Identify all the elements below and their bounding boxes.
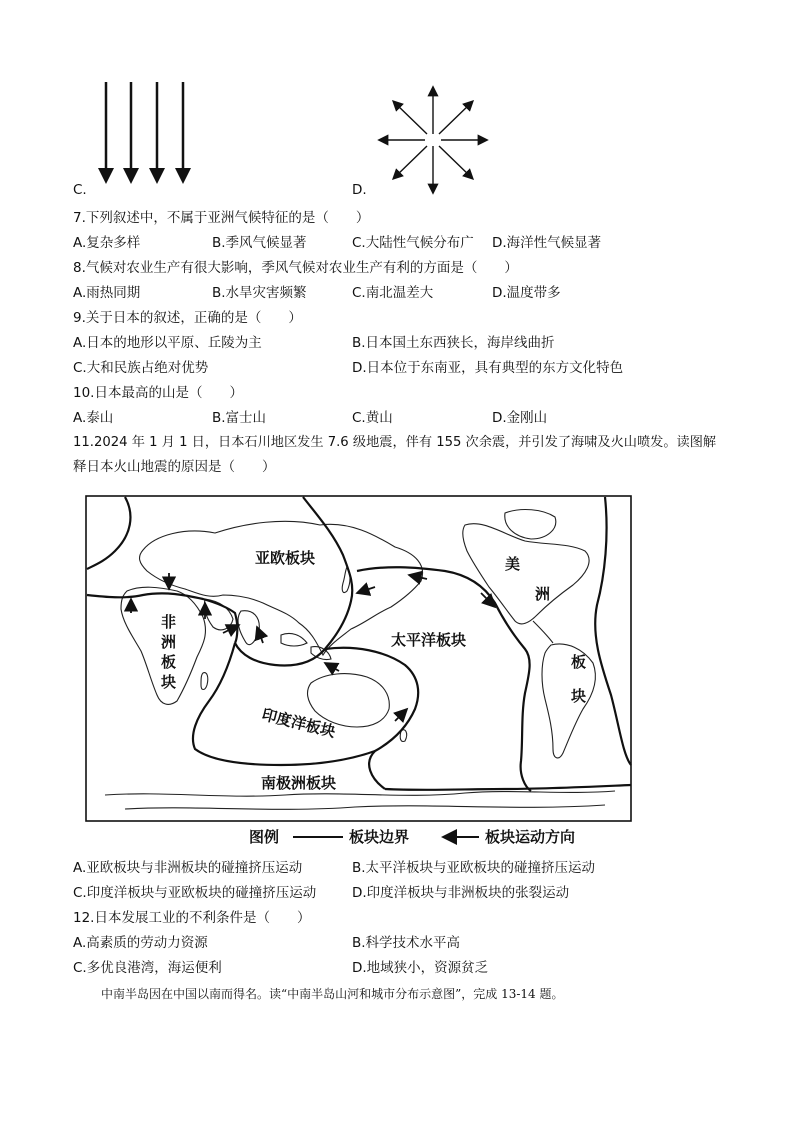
q11-option-a[interactable]: A.亚欧板块与非洲板块的碰撞挤压运动 (73, 860, 303, 876)
q10-option-c[interactable]: C.黄山 (352, 410, 393, 426)
q9-option-c[interactable]: C.大和民族占绝对优势 (73, 360, 209, 376)
q10-stem: 10.日本最高的山是（ ） (73, 385, 243, 401)
label-african-plate-1: 非 (161, 613, 177, 631)
q8-option-c[interactable]: C.南北温差大 (352, 285, 434, 301)
figure-c-downward-arrows (92, 80, 202, 190)
label-pacific-plate: 太平洋板块 (391, 631, 467, 649)
q11-stem-line2: 释日本火山地震的原因是（ ） (73, 459, 276, 475)
q8-option-a[interactable]: A.雨热同期 (73, 285, 141, 301)
q7-option-a[interactable]: A.复杂多样 (73, 235, 141, 251)
q9-stem: 9.关于日本的叙述，正确的是（ ） (73, 310, 302, 326)
figure-c-label: C. (73, 182, 87, 198)
legend-motion-text: 板块运动方向 (485, 828, 576, 846)
q7-option-d[interactable]: D.海洋性气候显著 (492, 235, 602, 251)
figure-d-radiating-arrows (372, 82, 494, 198)
intro-13-14: 中南半岛因在中国以南而得名。读“中南半岛山河和城市分布示意图”，完成 13-14 题。 (101, 987, 564, 1001)
figure-d-label: D. (352, 182, 367, 198)
label-indian-plate: 印度洋板块 (260, 705, 338, 742)
q12-option-b[interactable]: B.科学技术水平高 (352, 935, 461, 951)
q11-option-d[interactable]: D.印度洋板块与非洲板块的张裂运动 (352, 885, 570, 901)
map-legend (249, 828, 575, 846)
q8-option-d[interactable]: D.温度带多 (492, 285, 561, 301)
label-american-plate-3: 板 (571, 653, 587, 671)
q7-option-b[interactable]: B.季风气候显著 (212, 235, 307, 251)
q10-option-d[interactable]: D.金刚山 (492, 410, 548, 426)
q11-option-c[interactable]: C.印度洋板块与亚欧板块的碰撞挤压运动 (73, 885, 317, 901)
q9-option-a[interactable]: A.日本的地形以平原、丘陵为主 (73, 335, 262, 351)
label-african-plate-2: 洲 (161, 633, 177, 651)
label-eurasian-plate: 亚欧板块 (255, 549, 316, 567)
q10-option-a[interactable]: A.泰山 (73, 410, 114, 426)
q12-stem: 12.日本发展工业的不利条件是（ ） (73, 910, 311, 926)
label-antarctic-plate: 南极洲板块 (261, 774, 337, 792)
q8-stem: 8.气候对农业生产有很大影响，季风气候对农业生产有利的方面是（ ） (73, 260, 518, 276)
q9-option-d[interactable]: D.日本位于东南亚，具有典型的东方文化特色 (352, 360, 624, 376)
q10-option-b[interactable]: B.富士山 (212, 410, 267, 426)
legend-boundary-text: 板块边界 (349, 828, 410, 846)
q9-option-b[interactable]: B.日本国土东西狭长，海岸线曲折 (352, 335, 555, 351)
label-american-plate-2: 洲 (535, 585, 551, 603)
label-american-plate-4: 块 (571, 687, 587, 705)
q12-option-c[interactable]: C.多优良港湾，海运便利 (73, 960, 222, 976)
label-african-plate-4: 块 (161, 673, 177, 691)
q7-stem: 7.下列叙述中，不属于亚洲气候特征的是（ ） (73, 210, 370, 226)
q11-stem-line1: 11.2024 年 1 月 1 日，日本石川地区发生 7.6 级地震，伴有 155 次余震，并引发了海啸及火山喷发。读图解 (73, 435, 717, 450)
label-american-plate-1: 美 (505, 555, 521, 573)
label-african-plate-3: 板 (161, 653, 177, 671)
q12-option-d[interactable]: D.地域狭小，资源贫乏 (352, 960, 489, 976)
q12-option-a[interactable]: A.高素质的劳动力资源 (73, 935, 208, 951)
q11-option-b[interactable]: B.太平洋板块与亚欧板块的碰撞挤压运动 (352, 860, 596, 876)
q7-option-c[interactable]: C.大陆性气候分布广 (352, 235, 474, 251)
legend-title: 图例 (249, 828, 280, 846)
plate-tectonics-map (85, 495, 635, 855)
q8-option-b[interactable]: B.水旱灾害频繁 (212, 285, 307, 301)
